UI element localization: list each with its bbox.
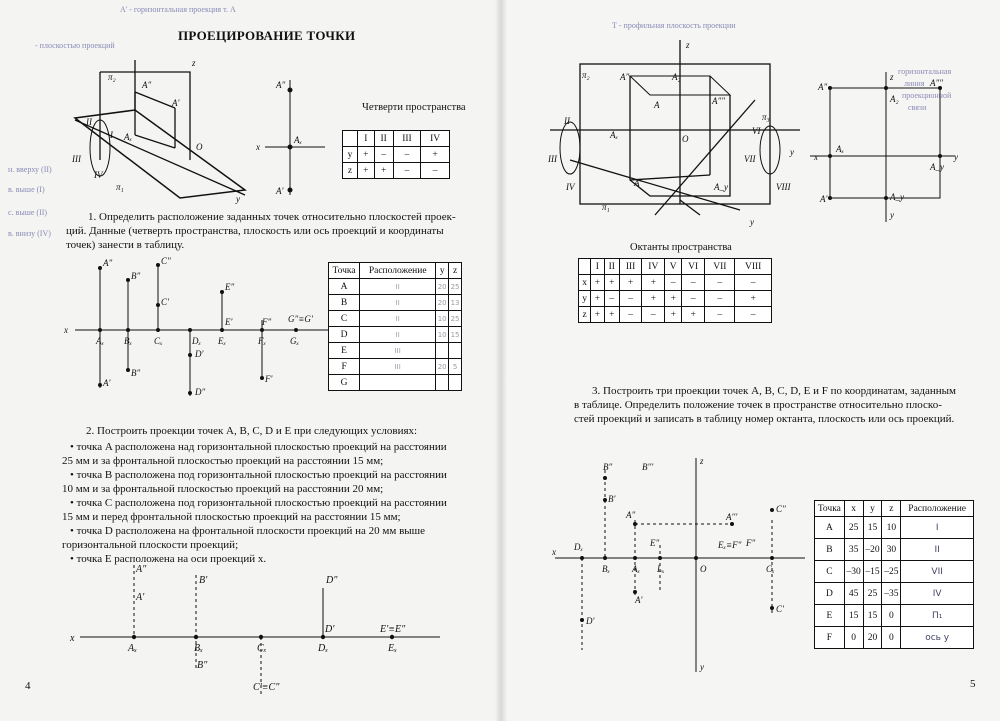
task2-line-4: 10 мм и за фронтальной плоскостью проекций на расстоянии 20 мм;: [62, 483, 384, 495]
cell: +: [665, 291, 682, 307]
svg-text:Cₓ: Cₓ: [766, 564, 775, 574]
cell: 15: [863, 517, 882, 539]
handwritten-side-4: в. внизу (IV): [8, 229, 51, 238]
cell: –: [735, 307, 772, 323]
cell: +: [682, 307, 705, 323]
svg-text:x: x: [552, 547, 556, 557]
cell: +: [620, 275, 642, 291]
cell: II: [360, 295, 436, 311]
header-cell: x: [844, 501, 863, 517]
svg-text:C': C': [161, 297, 169, 307]
cell: VII: [901, 561, 974, 583]
svg-text:E': E': [225, 317, 233, 327]
svg-text:A_y: A_y: [930, 162, 944, 172]
task2-title: 2. Построить проекции точек A, B, C, D и E при следующих условиях:: [86, 425, 418, 437]
task3-line-2: в таблице. Определить положение точек в пространстве относительно плоско-: [574, 399, 942, 411]
cell: –30: [844, 561, 863, 583]
header-cell: V: [665, 259, 682, 275]
svg-text:A_y: A_y: [714, 182, 728, 192]
svg-text:IV: IV: [566, 182, 575, 192]
cell: П₁: [901, 605, 974, 627]
handwritten-note-3: проекционной: [902, 91, 952, 100]
octants-table: [578, 258, 772, 323]
task2-line-7: • точка D расположена на фронтальной плоскости проекций на 20 мм выше: [70, 525, 426, 537]
cell: +: [735, 291, 772, 307]
cell: –: [665, 275, 682, 291]
svg-text:F": F": [746, 538, 756, 548]
cell: +: [591, 307, 604, 323]
svg-text:π₁: π₁: [602, 202, 610, 212]
svg-text:A": A": [276, 80, 286, 90]
svg-text:I: I: [110, 130, 113, 140]
header-cell: III: [620, 259, 642, 275]
cell: II: [360, 279, 436, 295]
cell: A: [815, 517, 845, 539]
svg-text:III: III: [548, 154, 557, 164]
svg-text:Bₓ: Bₓ: [194, 643, 203, 654]
cell: II: [360, 311, 436, 327]
cell: x: [579, 275, 591, 291]
cell: 45: [844, 583, 863, 605]
cell: 20: [436, 279, 449, 295]
octants-caption: Октанты пространства: [630, 242, 732, 253]
cell: C: [329, 311, 360, 327]
book-gutter: [495, 0, 507, 721]
svg-text:A': A': [635, 595, 643, 605]
cell: –: [393, 163, 420, 179]
cell: F: [329, 359, 360, 375]
cell: I: [901, 517, 974, 539]
svg-text:A₂: A₂: [672, 72, 681, 82]
svg-text:Bₓ: Bₓ: [124, 336, 133, 346]
task2-line-5: • точка C расположена под горизонтальной плоскостью проекций на расстоянии: [70, 497, 447, 509]
svg-text:Gₓ: Gₓ: [290, 336, 300, 346]
cell: –20: [863, 539, 882, 561]
cell: [343, 131, 358, 147]
svg-text:O: O: [196, 142, 203, 152]
svg-text:O: O: [682, 134, 689, 144]
page-title: ПРОЕЦИРОВАНИЕ ТОЧКИ: [178, 28, 356, 43]
cell: –: [735, 275, 772, 291]
svg-text:A": A": [818, 82, 828, 92]
task2-line-1: • точка A расположена над горизонтальной плоскостью проекций на расстоянии: [70, 441, 447, 453]
header-cell: z: [882, 501, 901, 517]
handwritten-side-1: н. вверху (II): [8, 165, 52, 174]
svg-text:A₂: A₂: [890, 94, 899, 104]
handwritten-side-3: с. выше (II): [8, 208, 48, 217]
cell: I: [358, 131, 375, 147]
header-cell: I: [591, 259, 604, 275]
svg-text:B': B': [199, 575, 208, 586]
task3-line-1: 3. Построить три проекции точек A, B, C, D, E и F по координатам, заданным: [592, 385, 957, 397]
cell: z: [343, 163, 358, 179]
svg-text:x: x: [256, 142, 260, 152]
quarters-table: [342, 130, 450, 179]
cell: A: [329, 279, 360, 295]
octant-3d-diagram: [550, 40, 800, 215]
cell: 15: [863, 605, 882, 627]
svg-text:B": B": [603, 462, 613, 472]
cell: [436, 343, 449, 359]
svg-text:A": A": [626, 510, 636, 520]
svg-text:Fₓ: Fₓ: [258, 336, 267, 346]
cell: 20: [436, 359, 449, 375]
cell: 0: [844, 627, 863, 649]
svg-text:B': B': [608, 494, 616, 504]
cell: 35: [844, 539, 863, 561]
cell: 30: [882, 539, 901, 561]
svg-text:y: y: [954, 152, 958, 162]
cell: –: [705, 291, 735, 307]
svg-text:D': D': [586, 616, 595, 626]
cell: II: [360, 327, 436, 343]
cell: E: [329, 343, 360, 359]
svg-text:A': A': [276, 186, 284, 196]
svg-text:F": F": [262, 317, 272, 327]
svg-text:II: II: [86, 117, 92, 127]
svg-text:x: x: [64, 325, 68, 335]
svg-text:y: y: [700, 662, 704, 672]
svg-text:C": C": [161, 256, 171, 266]
coords-table: [814, 500, 974, 649]
cell: +: [642, 275, 665, 291]
cell: D: [329, 327, 360, 343]
cell: 10: [436, 327, 449, 343]
task2-line-6: 15 мм и перед фронтальной плоскостью проекций на расстоянии 15 мм;: [62, 511, 401, 523]
svg-text:π₁: π₁: [116, 182, 124, 192]
svg-text:D': D': [195, 349, 204, 359]
svg-text:A": A": [142, 80, 152, 90]
svg-text:Cₓ: Cₓ: [154, 336, 163, 346]
right-page: [500, 0, 1000, 721]
svg-text:A': A': [103, 378, 111, 388]
cell: –: [620, 307, 642, 323]
svg-text:B": B": [131, 271, 141, 281]
cell: +: [591, 275, 604, 291]
svg-text:E": E": [225, 282, 235, 292]
cell: F: [815, 627, 845, 649]
cell: z: [579, 307, 591, 323]
svg-text:Aₓ: Aₓ: [124, 132, 133, 142]
cell: G: [329, 375, 360, 391]
cell: [449, 375, 462, 391]
svg-text:A': A': [136, 592, 145, 603]
cell: –: [682, 275, 705, 291]
header-cell: VI: [682, 259, 705, 275]
handwritten-note-right-top: Т - профильная плоскость проекции: [612, 21, 736, 30]
task1-line-1: 1. Определить расположение заданных точек относительно плоскостей проек-: [88, 211, 456, 223]
cell: +: [591, 291, 604, 307]
svg-text:VII: VII: [744, 154, 756, 164]
cell: II: [901, 539, 974, 561]
cell: +: [604, 307, 619, 323]
svg-text:E": E": [650, 538, 660, 548]
svg-text:III: III: [72, 154, 81, 164]
svg-text:Dₓ: Dₓ: [192, 336, 202, 346]
svg-text:Aₓ: Aₓ: [96, 336, 105, 346]
svg-text:y: y: [790, 147, 794, 157]
header-cell: VII: [705, 259, 735, 275]
cell: [436, 375, 449, 391]
cell: +: [374, 163, 393, 179]
cell: IV: [421, 131, 450, 147]
header-cell: Точка: [329, 263, 360, 279]
task1-line-3: точек) занести в таблицу.: [66, 239, 185, 251]
cell: III: [360, 359, 436, 375]
cell: B: [329, 295, 360, 311]
cell: 5: [449, 359, 462, 375]
page-number-left: 4: [25, 680, 31, 692]
cell: –: [604, 291, 619, 307]
cell: 10: [436, 311, 449, 327]
svg-text:C": C": [776, 504, 786, 514]
svg-text:Eₓ≡F": Eₓ≡F": [718, 540, 742, 550]
cell: +: [604, 275, 619, 291]
task2-line-2: 25 мм и за фронтальной плоскостью проекций на расстоянии 15 мм;: [62, 455, 384, 467]
cell: –: [393, 147, 420, 163]
handwritten-note-top2: - плоскостью проекций: [35, 41, 115, 50]
cell: 20: [863, 627, 882, 649]
cell: 20: [436, 295, 449, 311]
svg-text:A': A': [172, 98, 180, 108]
cell: –25: [882, 561, 901, 583]
header-cell: Точка: [815, 501, 845, 517]
svg-text:C'≡C": C'≡C": [253, 682, 280, 693]
header-cell: IV: [642, 259, 665, 275]
cell: –: [620, 291, 642, 307]
task1-epure: [75, 265, 330, 396]
cell: 13: [449, 295, 462, 311]
svg-text:z: z: [192, 58, 196, 68]
svg-text:x: x: [814, 152, 818, 162]
svg-text:A": A": [620, 72, 630, 82]
svg-text:π₂: π₂: [108, 72, 116, 82]
svg-text:Dₓ: Dₓ: [318, 643, 329, 654]
svg-text:y: y: [890, 210, 894, 220]
cell: D: [815, 583, 845, 605]
cell: 25: [449, 311, 462, 327]
cell: III: [393, 131, 420, 147]
svg-text:z: z: [700, 456, 704, 466]
cell: –: [705, 275, 735, 291]
svg-text:A"": A"": [712, 96, 726, 106]
svg-text:y: y: [750, 217, 754, 227]
svg-text:G"≡G': G"≡G': [288, 314, 313, 324]
handwritten-note-top: А' - горизонтальная проекция т. А: [120, 5, 236, 14]
cell: –: [682, 291, 705, 307]
svg-text:z: z: [890, 72, 894, 82]
header-cell: [579, 259, 591, 275]
handwritten-note-4: связи: [908, 103, 927, 112]
svg-text:A: A: [654, 100, 660, 110]
svg-text:A': A': [634, 178, 642, 188]
cell: [360, 375, 436, 391]
quarters-caption: Четверти пространства: [362, 102, 466, 113]
svg-text:Aₓ: Aₓ: [632, 564, 641, 574]
cell: +: [665, 307, 682, 323]
svg-text:F': F': [265, 374, 273, 384]
svg-text:IV: IV: [94, 170, 103, 180]
svg-text:Dₓ: Dₓ: [574, 542, 584, 552]
cell: 25: [863, 583, 882, 605]
points-table: [328, 262, 462, 391]
cell: +: [421, 147, 450, 163]
cell: –: [705, 307, 735, 323]
svg-text:O: O: [700, 564, 707, 574]
svg-text:π₃: π₃: [762, 112, 770, 122]
cell: +: [358, 163, 375, 179]
svg-text:y: y: [236, 194, 240, 204]
cell: –: [642, 307, 665, 323]
task2-line-8: горизонтальной плоскости проекций;: [62, 539, 239, 551]
cell: 25: [844, 517, 863, 539]
header-cell: y: [863, 501, 882, 517]
svg-text:π₂: π₂: [582, 70, 590, 80]
task1-line-2: ций. Данные (четверть пространства, плоскость или ось проекций и координаты: [66, 225, 444, 237]
cell: 15: [844, 605, 863, 627]
svg-text:Eₓ: Eₓ: [218, 336, 227, 346]
cell: ось y: [901, 627, 974, 649]
svg-text:D": D": [195, 387, 206, 397]
cell: –35: [882, 583, 901, 605]
svg-text:Aₓ: Aₓ: [128, 643, 137, 654]
cell: +: [358, 147, 375, 163]
cell: III: [360, 343, 436, 359]
cell: +: [642, 291, 665, 307]
svg-text:A": A": [136, 564, 147, 575]
svg-text:Cₓ: Cₓ: [257, 643, 267, 654]
svg-text:B''': B''': [642, 462, 654, 472]
cell: B: [815, 539, 845, 561]
svg-text:Aₓ: Aₓ: [610, 130, 619, 140]
svg-text:VIII: VIII: [776, 182, 791, 192]
task3-line-3: стей проекций и записать в таблицу номер октанта, плоскость или ось проекций.: [574, 413, 955, 425]
svg-text:A''': A''': [726, 512, 738, 522]
handwritten-note-2: линия: [904, 79, 925, 88]
cell: y: [343, 147, 358, 163]
svg-text:II: II: [564, 116, 570, 126]
cell: IV: [901, 583, 974, 605]
cell: y: [579, 291, 591, 307]
cell: –15: [863, 561, 882, 583]
header-cell: VIII: [735, 259, 772, 275]
svg-text:E'≡E": E'≡E": [380, 624, 406, 635]
svg-text:Aₓ: Aₓ: [836, 144, 845, 154]
svg-text:z: z: [686, 40, 690, 50]
svg-text:Eₓ: Eₓ: [388, 643, 397, 654]
cell: E: [815, 605, 845, 627]
svg-text:x: x: [70, 633, 75, 644]
svg-text:D': D': [325, 624, 335, 635]
handwritten-side-2: в. выше (I): [8, 185, 45, 194]
svg-text:Lₓ: Lₓ: [657, 564, 665, 574]
svg-text:A"": A"": [930, 78, 944, 88]
cell: 0: [882, 605, 901, 627]
header-cell: Расположение: [360, 263, 436, 279]
cell: II: [374, 131, 393, 147]
header-cell: y: [436, 263, 449, 279]
cell: 0: [882, 627, 901, 649]
cell: [449, 343, 462, 359]
svg-text:B": B": [131, 368, 141, 378]
cell: 25: [449, 279, 462, 295]
svg-text:A': A': [820, 194, 828, 204]
svg-text:C': C': [776, 604, 784, 614]
svg-text:B": B": [197, 660, 208, 671]
header-cell: z: [449, 263, 462, 279]
cell: –: [374, 147, 393, 163]
header-cell: II: [604, 259, 619, 275]
cell: 10: [882, 517, 901, 539]
svg-text:D": D": [326, 575, 338, 586]
header-cell: Расположение: [901, 501, 974, 517]
handwritten-note-1: горизонтальная: [898, 67, 952, 76]
task2-line-3: • точка B расположена под горизонтальной плоскостью проекций на расстоянии: [70, 469, 447, 481]
svg-text:VI: VI: [752, 126, 761, 136]
svg-text:Aₓ: Aₓ: [294, 135, 303, 145]
task2-line-9: • точка E расположена на оси проекций x.: [70, 553, 267, 565]
svg-text:A_y: A_y: [890, 192, 904, 202]
cell: C: [815, 561, 845, 583]
cell: –: [421, 163, 450, 179]
cell: 15: [449, 327, 462, 343]
svg-text:A": A": [103, 258, 113, 268]
svg-text:Bₓ: Bₓ: [602, 564, 611, 574]
page-number-right: 5: [970, 678, 976, 690]
